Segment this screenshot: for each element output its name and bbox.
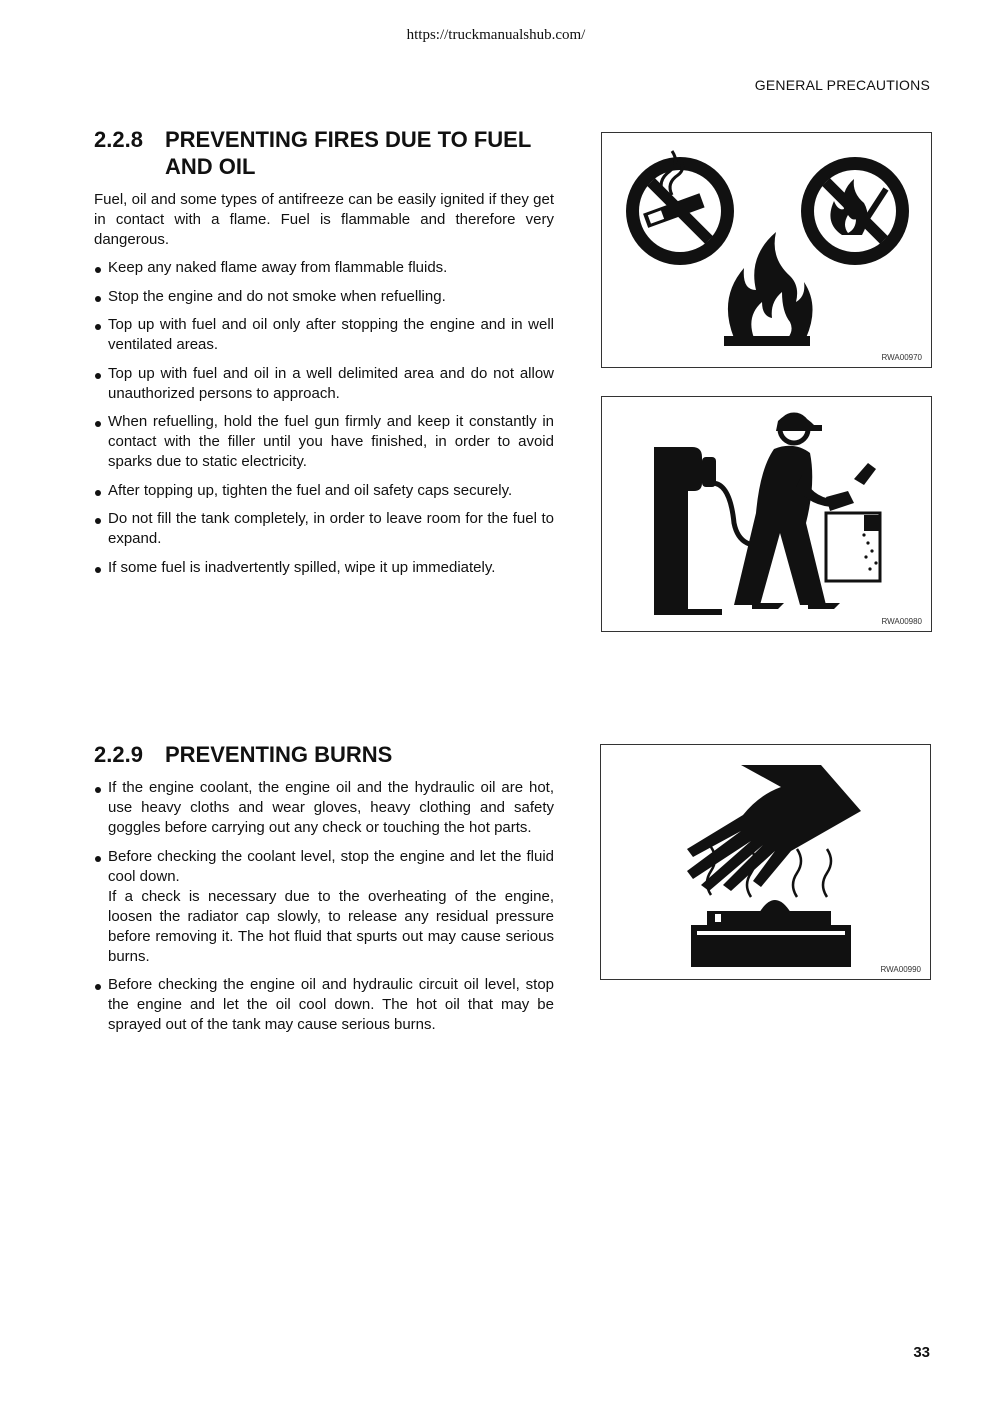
bullet-item <box>94 847 554 967</box>
bullet-line: Before checking the coolant level, stop the engine and let the fluid cool down. <box>108 847 554 885</box>
bullet-item: Top up with fuel and oil in a well delimited area and do not allow unauthorized persons to approach. <box>94 364 554 404</box>
no-open-flame-icon <box>801 157 909 265</box>
section-title: PREVENTING FIRES DUE TO FUEL AND OIL <box>165 127 531 179</box>
section-number: 2.2.9 <box>94 742 143 767</box>
figure-hot-surface <box>600 744 931 980</box>
bullet-item: Before checking the engine oil and hydraulic circuit oil level, stop the engine and let the oil cool down. The hot oil that may be sprayed out of the tank may cause serious burns. <box>94 975 554 1035</box>
bullet-item: Do not fill the tank completely, in order to leave room for the fuel to expand. <box>94 509 554 549</box>
bullet-item: If the engine coolant, the engine oil and the hydraulic oil are hot, use heavy cloths and wear gloves, heavy clothing and safety goggles before carrying out any check or touching the hot parts. <box>94 778 554 838</box>
hand-icon <box>687 765 861 891</box>
no-smoking-icon <box>626 151 734 265</box>
bullet-item: Stop the engine and do not smoke when refuelling. <box>94 287 554 307</box>
section-title: PREVENTING BURNS <box>165 742 393 767</box>
section-heading <box>94 741 554 768</box>
figure-refuelling <box>601 396 932 632</box>
figure-code: RWA00970 <box>881 353 922 362</box>
section-heading <box>94 126 554 180</box>
intro-paragraph: Fuel, oil and some types of antifreeze can be easily ignited if they get in contact with a flame. Fuel is flammable and therefore very dangerous. <box>94 191 554 248</box>
running-head: GENERAL PRECAUTIONS <box>754 77 930 93</box>
page-number: 33 <box>913 1344 930 1361</box>
flame-icon <box>724 232 813 346</box>
bullet-line: If a check is necessary due to the overheating of the engine, loosen the radiator cap slowly, to release any residual pressure before removing it. The hot fluid that spurts out may cause serious burns. <box>108 887 554 965</box>
bullet-item: Top up with fuel and oil only after stopping the engine and in well ventilated areas. <box>94 315 554 355</box>
section-preventing-fires <box>94 126 554 586</box>
figure-fire-symbols <box>601 132 932 368</box>
bullet-item: When refuelling, hold the fuel gun firmly and keep it constantly in contact with the filler until you have finished, in order to avoid sparks due to static electricity. <box>94 412 554 472</box>
figure-code: RWA00990 <box>880 965 921 974</box>
bullet-item: If some fuel is inadvertently spilled, wipe it up immediately. <box>94 558 554 578</box>
source-url: https://truckmanualshub.com/ <box>406 27 586 43</box>
bullet-item: Keep any naked flame away from flammable fluids. <box>94 258 554 278</box>
section-preventing-burns <box>94 741 554 1044</box>
bullet-list <box>94 258 554 578</box>
bullet-item: After topping up, tighten the fuel and oil safety caps securely. <box>94 481 554 501</box>
worker-refuelling-icon <box>734 414 880 609</box>
bullet-list <box>94 778 554 1035</box>
section-number: 2.2.8 <box>94 127 143 152</box>
figure-code: RWA00980 <box>881 617 922 626</box>
